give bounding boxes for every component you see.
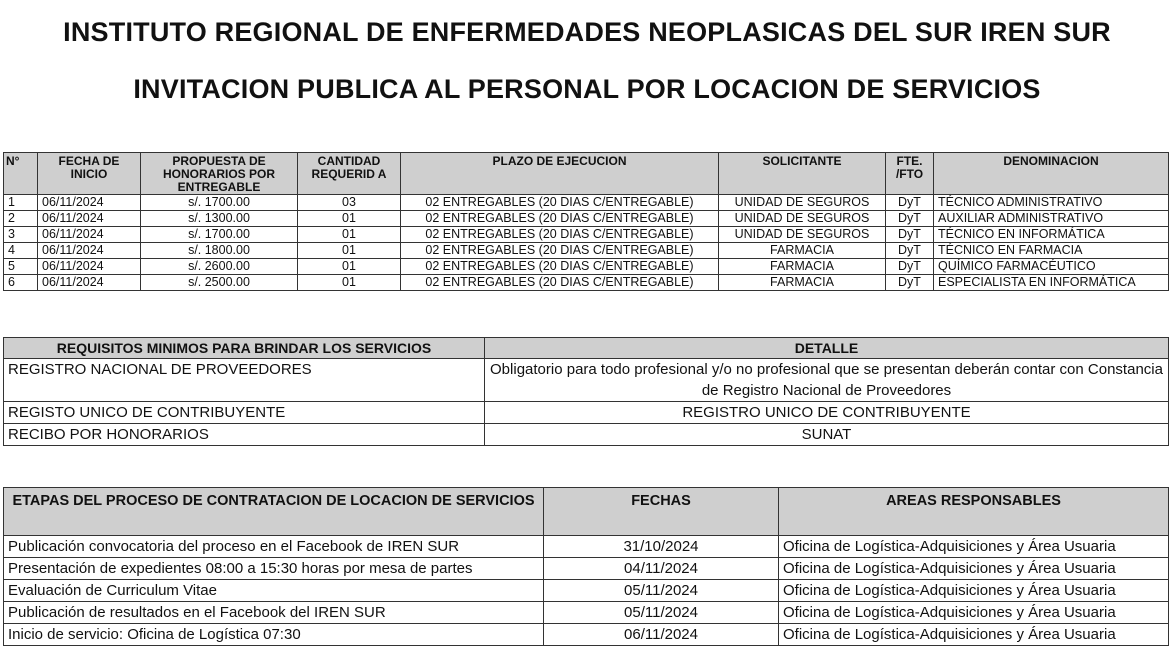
cell-start-date: 06/11/2024: [38, 243, 141, 259]
stages-table: [3, 487, 1169, 646]
table-row: [4, 624, 1169, 646]
services-header-row: [4, 153, 1169, 195]
col-header-quantity: CANTIDAD REQUERID A: [298, 153, 401, 195]
cell-term: 02 ENTREGABLES (20 DIAS C/ENTREGABLE): [401, 195, 719, 211]
cell-start-date: 06/11/2024: [38, 259, 141, 275]
cell-quantity: 01: [298, 243, 401, 259]
cell-responsible-area: Oficina de Logística-Adquisiciones y Área Usuaria: [779, 580, 1169, 602]
cell-quantity: 01: [298, 259, 401, 275]
table-row: [4, 243, 1169, 259]
cell-responsible-area: Oficina de Logística-Adquisiciones y Área Usuaria: [779, 536, 1169, 558]
col-header-requirements: REQUISITOS MINIMOS PARA BRINDAR LOS SERVICIOS: [4, 338, 485, 359]
cell-fee: s/. 1300.00: [141, 211, 298, 227]
cell-term: 02 ENTREGABLES (20 DIAS C/ENTREGABLE): [401, 211, 719, 227]
cell-requester: UNIDAD DE SEGUROS: [719, 211, 886, 227]
cell-denomination: QUÍMICO FARMACÉUTICO: [934, 259, 1169, 275]
cell-stage: Publicación de resultados en el Facebook del IREN SUR: [4, 602, 544, 624]
cell-source: DyT: [886, 275, 934, 291]
cell-number: 6: [4, 275, 38, 291]
table-row: [4, 558, 1169, 580]
services-table: [3, 152, 1169, 291]
cell-stage: Evaluación de Curriculum Vitae: [4, 580, 544, 602]
cell-quantity: 01: [298, 211, 401, 227]
document-subtitle: INVITACION PUBLICA AL PERSONAL POR LOCACION DE SERVICIOS: [133, 74, 1041, 104]
cell-term: 02 ENTREGABLES (20 DIAS C/ENTREGABLE): [401, 227, 719, 243]
col-header-detail: DETALLE: [485, 338, 1169, 359]
cell-fee: s/. 2500.00: [141, 275, 298, 291]
cell-quantity: 01: [298, 227, 401, 243]
cell-number: 5: [4, 259, 38, 275]
cell-requester: UNIDAD DE SEGUROS: [719, 227, 886, 243]
col-header-source: FTE. /FTO: [886, 153, 934, 195]
table-row: [4, 275, 1169, 291]
col-header-start-date: FECHA DE INICIO: [38, 153, 141, 195]
cell-denomination: ESPECIALISTA EN INFORMÁTICA: [934, 275, 1169, 291]
table-row: [4, 195, 1169, 211]
requirement-name: REGISTO UNICO DE CONTRIBUYENTE: [4, 402, 485, 424]
cell-responsible-area: Oficina de Logística-Adquisiciones y Área Usuaria: [779, 602, 1169, 624]
requirements-table: [3, 337, 1169, 446]
requirement-detail: REGISTRO UNICO DE CONTRIBUYENTE: [485, 402, 1169, 424]
cell-denomination: TÉCNICO EN INFORMÁTICA: [934, 227, 1169, 243]
table-row: [4, 536, 1169, 558]
requirement-detail: Obligatorio para todo profesional y/o no profesional que se presentan deberán contar con Constancia de Registro Nacional de Proveedores: [485, 359, 1169, 402]
table-row: [4, 580, 1169, 602]
cell-requester: FARMACIA: [719, 259, 886, 275]
col-header-fee: PROPUESTA DE HONORARIOS POR ENTREGABLE: [141, 153, 298, 195]
cell-date: 06/11/2024: [544, 624, 779, 646]
cell-quantity: 03: [298, 195, 401, 211]
document-title: INSTITUTO REGIONAL DE ENFERMEDADES NEOPLASICAS DEL SUR IREN SUR: [63, 17, 1111, 47]
cell-term: 02 ENTREGABLES (20 DIAS C/ENTREGABLE): [401, 243, 719, 259]
table-row: [4, 259, 1169, 275]
cell-stage: Presentación de expedientes 08:00 a 15:30 horas por mesa de partes: [4, 558, 544, 580]
cell-date: 31/10/2024: [544, 536, 779, 558]
table-row: [4, 227, 1169, 243]
cell-fee: s/. 1800.00: [141, 243, 298, 259]
cell-date: 05/11/2024: [544, 580, 779, 602]
cell-quantity: 01: [298, 275, 401, 291]
cell-denomination: TÉCNICO ADMINISTRATIVO: [934, 195, 1169, 211]
cell-start-date: 06/11/2024: [38, 211, 141, 227]
table-row: [4, 359, 1169, 402]
cell-start-date: 06/11/2024: [38, 227, 141, 243]
col-header-stages: ETAPAS DEL PROCESO DE CONTRATACION DE LOCACION DE SERVICIOS: [4, 488, 544, 536]
cell-stage: Inicio de servicio: Oficina de Logística 07:30: [4, 624, 544, 646]
cell-number: 1: [4, 195, 38, 211]
col-header-dates: FECHAS: [544, 488, 779, 536]
cell-source: DyT: [886, 243, 934, 259]
table-row: [4, 211, 1169, 227]
cell-requester: UNIDAD DE SEGUROS: [719, 195, 886, 211]
cell-source: DyT: [886, 227, 934, 243]
cell-source: DyT: [886, 259, 934, 275]
cell-denomination: TÉCNICO EN FARMACIA: [934, 243, 1169, 259]
cell-fee: s/. 1700.00: [141, 195, 298, 211]
cell-number: 3: [4, 227, 38, 243]
cell-requester: FARMACIA: [719, 243, 886, 259]
cell-term: 02 ENTREGABLES (20 DIAS C/ENTREGABLE): [401, 275, 719, 291]
cell-stage: Publicación convocatoria del proceso en el Facebook de IREN SUR: [4, 536, 544, 558]
requirement-detail: SUNAT: [485, 424, 1169, 446]
cell-start-date: 06/11/2024: [38, 195, 141, 211]
col-header-number: N°: [4, 153, 38, 195]
col-header-denomination: DENOMINACION: [934, 153, 1169, 195]
table-row: [4, 602, 1169, 624]
stages-header-row: [4, 488, 1169, 536]
table-row: [4, 424, 1169, 446]
cell-number: 4: [4, 243, 38, 259]
cell-date: 04/11/2024: [544, 558, 779, 580]
requirement-name: REGISTRO NACIONAL DE PROVEEDORES: [4, 359, 485, 402]
cell-denomination: AUXILIAR ADMINISTRATIVO: [934, 211, 1169, 227]
cell-term: 02 ENTREGABLES (20 DIAS C/ENTREGABLE): [401, 259, 719, 275]
cell-source: DyT: [886, 195, 934, 211]
cell-requester: FARMACIA: [719, 275, 886, 291]
requirement-name: RECIBO POR HONORARIOS: [4, 424, 485, 446]
table-row: [4, 402, 1169, 424]
col-header-term: PLAZO DE EJECUCION: [401, 153, 719, 195]
cell-fee: s/. 2600.00: [141, 259, 298, 275]
col-header-requester: SOLICITANTE: [719, 153, 886, 195]
cell-start-date: 06/11/2024: [38, 275, 141, 291]
cell-source: DyT: [886, 211, 934, 227]
col-header-areas: AREAS RESPONSABLES: [779, 488, 1169, 536]
cell-responsible-area: Oficina de Logística-Adquisiciones y Área Usuaria: [779, 558, 1169, 580]
cell-date: 05/11/2024: [544, 602, 779, 624]
requirements-header-row: [4, 338, 1169, 359]
cell-number: 2: [4, 211, 38, 227]
cell-responsible-area: Oficina de Logística-Adquisiciones y Área Usuaria: [779, 624, 1169, 646]
cell-fee: s/. 1700.00: [141, 227, 298, 243]
